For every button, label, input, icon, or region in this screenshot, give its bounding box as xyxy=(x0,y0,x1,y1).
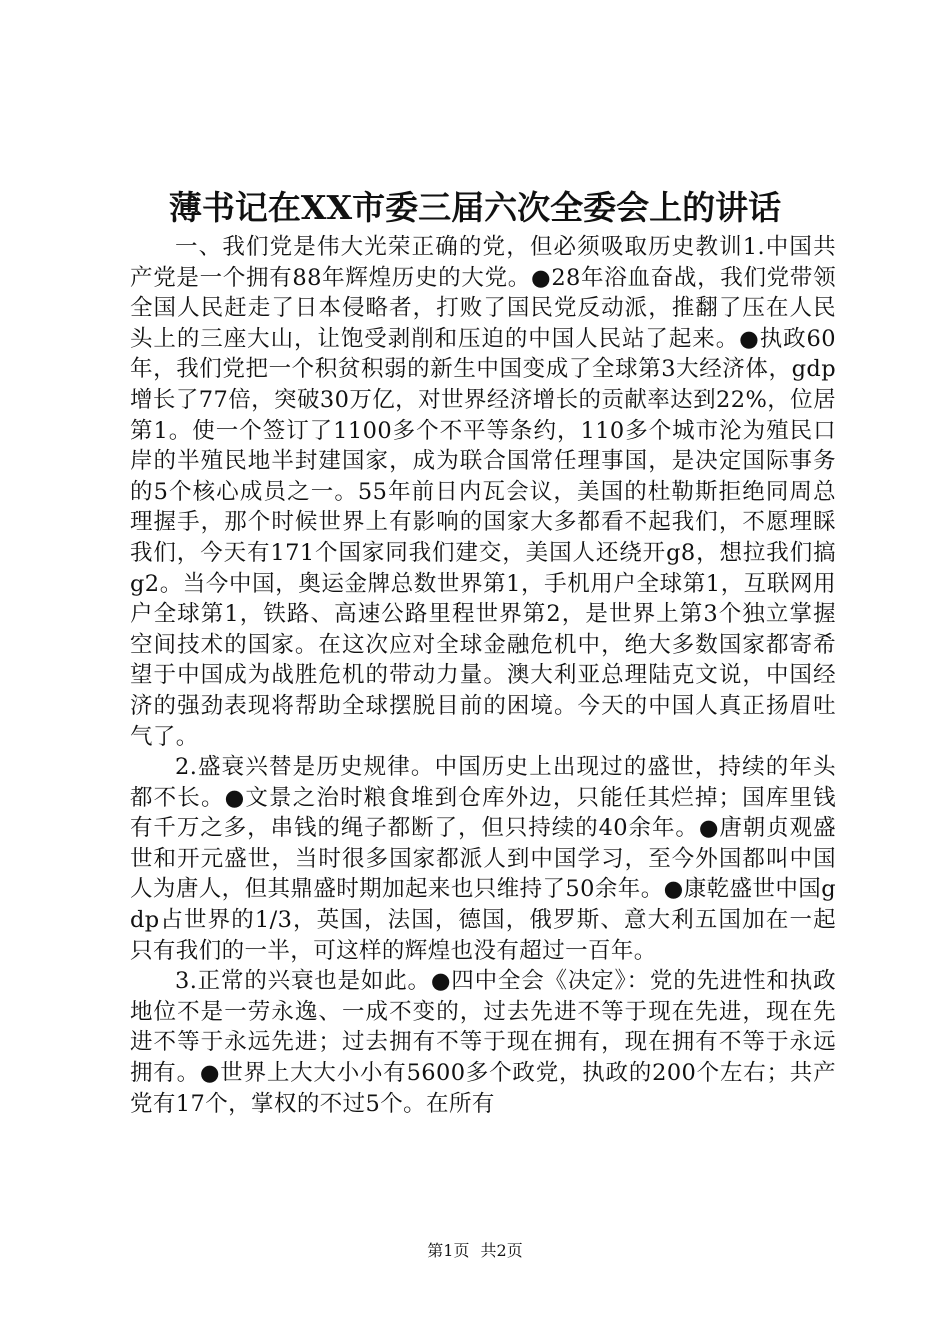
page-total: 共2页 xyxy=(480,1241,523,1260)
paragraph-1: 一、我们党是伟大光荣正确的党，但必须吸取历史教训1.中国共产党是一个拥有88年辉煌历史的大党。●28年浴血奋战，我们党带领全国人民赶走了日本侵略者，打败了国民党反动派，推翻了压在人民头上的三座大山，让饱受剥削和压迫的中国人民站了起来。●执政60年，我们党把一个积贫积弱的新生中国变成了全球第3大经济体，gdp增长了77倍，突破30万亿，对世界经济增长的贡献率达到22%，位居第1。使一个签订了1100多个不平等条约，110多个城市沦为殖民口岸的半殖民地半封建国家，成为联合国常任理事国，是决定国际事务的5个核心成员之一。55年前日内瓦会议，美国的杜勒斯拒绝同周总理握手，那个时候世界上有影响的国家大多都看不起我们，不愿理睬我们，今天有171个国家同我们建交，美国人还绕开g8，想拉我们搞g2。当今中国，奥运金牌总数世界第1，手机用户全球第1，互联网用户全球第1，铁路、高速公路里程世界第2，是世界上第3个独立掌握空间技术的国家。在这次应对全球金融危机中，绝大多数国家都寄希望于中国成为战胜危机的带动力量。澳大利亚总理陆克文说，中国经济的强劲表现将帮助全球摆脱目前的困境。今天的中国人真正扬眉吐气了。 xyxy=(130,234,836,750)
document-title: 薄书记在XX市委三届六次全委会上的讲话 xyxy=(168,188,782,227)
page-footer xyxy=(0,1240,950,1262)
page-number: 第1页 xyxy=(427,1241,470,1260)
document-body xyxy=(130,232,836,1119)
paragraph-3: 3.正常的兴衰也是如此。●四中全会《决定》：党的先进性和执政地位不是一劳永逸、一成不变的，过去先进不等于现在先进，现在先进不等于永远先进；过去拥有不等于现在拥有，现在拥有不等于永远拥有。●世界上大大小小有5600多个政党，执政的200个左右；共产党有17个，掌权的不过5个。在所有 xyxy=(130,968,836,1117)
paragraph-2: 2.盛衰兴替是历史规律。中国历史上出现过的盛世，持续的年头都不长。●文景之治时粮食堆到仓库外边，只能任其烂掉；国库里钱有千万之多，串钱的绳子都断了，但只持续的40余年。●唐朝贞观盛世和开元盛世，当时很多国家都派人到中国学习，至今外国都叫中国人为唐人，但其鼎盛时期加起来也只维持了50余年。●康乾盛世中国gdp占世界的1/3，英国，法国，德国，俄罗斯、意大利五国加在一起只有我们的一半，可这样的辉煌也没有超过一百年。 xyxy=(130,754,836,964)
